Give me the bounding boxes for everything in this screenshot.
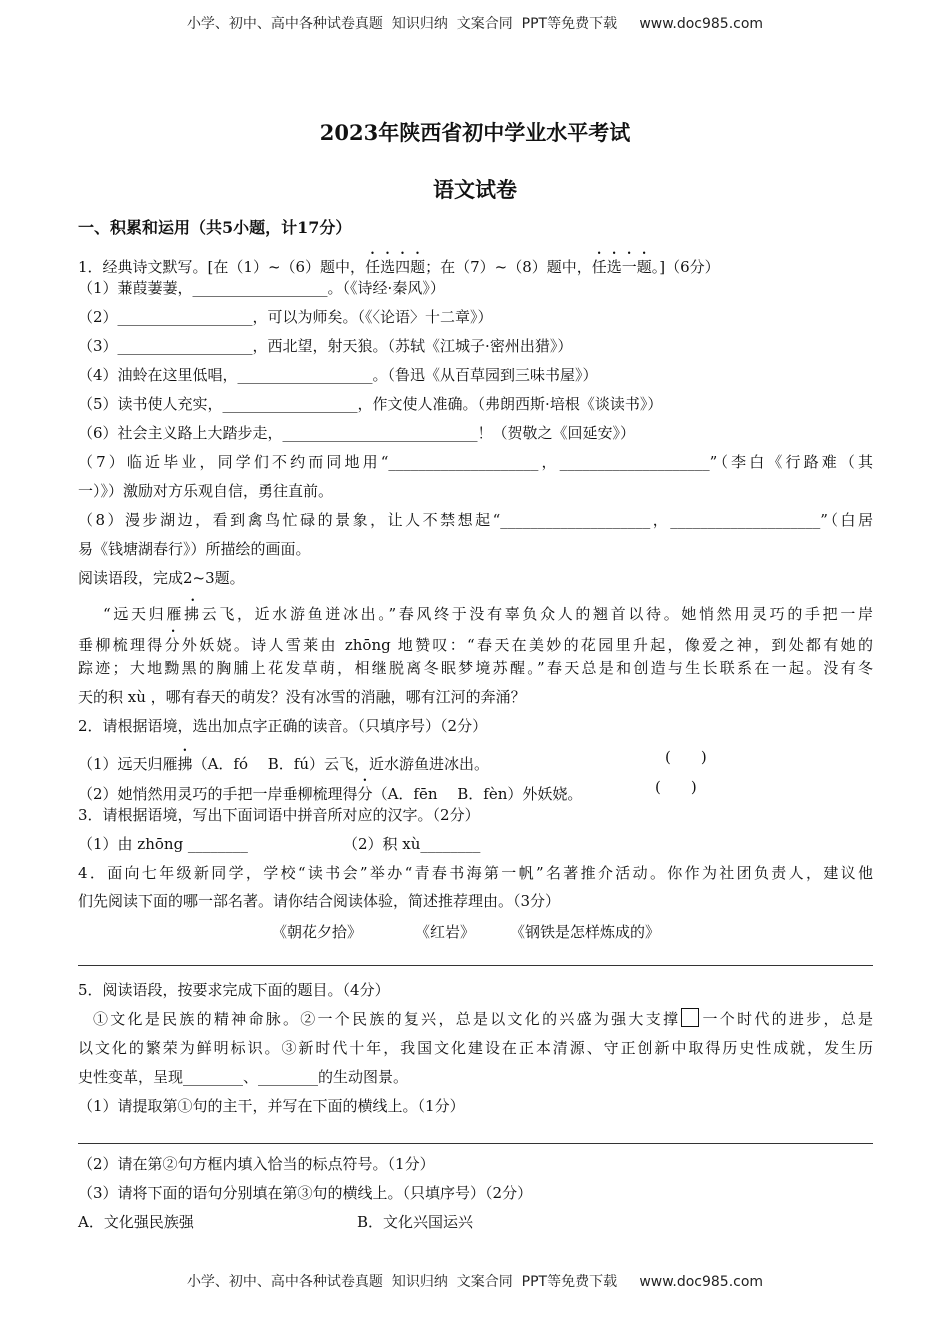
passage-line: 史性变革，呈现________、________的生动图景。	[78, 1068, 409, 1086]
q2-item: （2）她悄然用灵巧的手把一岸垂柳梳理得分（A．fēn B．fèn）外妖娆。	[78, 785, 583, 803]
q1-item: （8）漫步湖边，看到禽鸟忙碌的景象，让人不禁想起“____________________，____________________”（白居	[78, 511, 873, 529]
question-3-stem: 3．请根据语境，写出下面词语中拼音所对应的汉字。（2分）	[78, 806, 480, 824]
q1-item: （4）油蛉在这里低唱，__________________。（鲁迅《从百草园到三味书屋》）	[78, 366, 598, 384]
question-2-stem: 2．请根据语境，选出加点字正确的读音。（只填序号）（2分）	[78, 717, 488, 735]
page-footer: 小学、初中、高中各种试卷真题 知识归纳 文案合同 PPT等免费下载 www.doc985.com	[186, 1274, 764, 1290]
passage-line: 垂柳梳理得分外妖娆。诗人雪莱由 zhōng 地赞叹：“春天在美妙的花园里升起，像爱之神，到处都有她的	[78, 636, 873, 654]
exam-title: 2023年陕西省初中学业水平考试	[319, 120, 631, 145]
answer-line[interactable]	[78, 965, 873, 966]
passage-line: 踪迹；大地黝黑的胸脯上花发草萌，相继脱离冬眠梦境苏醒。”春天总是和创造与生长联系在一起。没有冬	[78, 659, 873, 677]
punctuation-box[interactable]	[681, 1008, 699, 1027]
q1-item: （7）临近毕业，同学们不约而同地用“____________________，____________________”（李白《行路难（其	[78, 453, 873, 471]
question-4-stem-cont: 们先阅读下面的哪一部名著。请你结合阅读体验，简述推荐理由。（3分）	[78, 892, 561, 910]
section-heading: 一、积累和运用（共5小题，计17分）	[78, 218, 352, 237]
question-4-stem: 4．面向七年级新同学，学校“读书会”举办“青春书海第一帆”名著推介活动。你作为社团负责人，建议他	[78, 864, 873, 882]
question-1-stem: 1．经典诗文默写。[在（1）~（6）题中，任选四题；在（7）~（8）题中，任选一题。]（6分）	[78, 258, 720, 276]
q1-item-cont: 易《钱塘湖春行》）所描绘的画面。	[78, 540, 311, 558]
q5-sub: （2）请在第②句方框内填入恰当的标点符号。（1分）	[78, 1155, 435, 1173]
book-title: 《钢铁是怎样炼成的》	[510, 923, 661, 941]
page-header: 小学、初中、高中各种试卷真题 知识归纳 文案合同 PPT等免费下载 www.doc985.com	[186, 16, 764, 32]
book-title: 《朝花夕拾》	[272, 923, 363, 941]
reading-intro: 阅读语段，完成2~3题。	[78, 569, 245, 587]
q1-item: （3）__________________，西北望，射天狼。（苏轼《江城子·密州出猎》）	[78, 337, 573, 355]
book-title: 《红岩》	[415, 923, 476, 941]
passage-line: 天的积 xù ，哪有春天的萌发？没有冰雪的消融，哪有江河的奔涌？	[78, 688, 526, 706]
q5-sub: （3）请将下面的语句分别填在第③句的横线上。（只填序号）（2分）	[78, 1184, 533, 1202]
passage-line: “远天归雁拂云飞，近水游鱼迸冰出。”春风终于没有辜负众人的翘首以待。她悄然用灵巧的手把一岸	[103, 605, 873, 623]
q1-item: （1）蒹葭萋萋，__________________。（《诗经·秦风》）	[78, 279, 445, 297]
answer-parens[interactable]: ( )	[655, 778, 697, 796]
q2-item: （1）远天归雁拂（A．fó B．fú）云飞，近水游鱼进冰出。	[78, 755, 489, 773]
option-b: B．文化兴国运兴	[357, 1213, 474, 1231]
answer-parens[interactable]: ( )	[665, 748, 707, 766]
q1-item: （2）__________________，可以为师矣。（《〈论语〉十二章》）	[78, 308, 493, 326]
question-5-stem: 5．阅读语段，按要求完成下面的题目。（4分）	[78, 981, 390, 999]
q1-item: （6）社会主义路上大踏步走，__________________________！（贺敬之《回延安》）	[78, 424, 636, 442]
passage-line: 以文化的繁荣为鲜明标识。③新时代十年，我国文化建设在正本清源、守正创新中取得历史性成就，发生历	[78, 1039, 873, 1057]
option-a: A．文化强民族强	[78, 1213, 194, 1231]
q5-sub: （1）请提取第①句的主干，并写在下面的横线上。（1分）	[78, 1097, 465, 1115]
passage-line: ①文化是民族的精神命脉。②一个民族的复兴，总是以文化的兴盛为强大支撑 一个时代的进步，总是	[93, 1010, 873, 1028]
answer-line[interactable]	[78, 1143, 873, 1144]
exam-subtitle: 语文试卷	[433, 177, 517, 202]
q1-item-cont: 一）》）激励对方乐观自信，勇往直前。	[78, 482, 334, 500]
q3-item: （2）积 xù________	[343, 835, 481, 853]
q3-item: （1）由 zhōng ________	[78, 835, 248, 853]
q1-item: （5）读书使人充实，__________________，作文使人准确。（弗朗西斯·培根《谈读书》）	[78, 395, 663, 413]
